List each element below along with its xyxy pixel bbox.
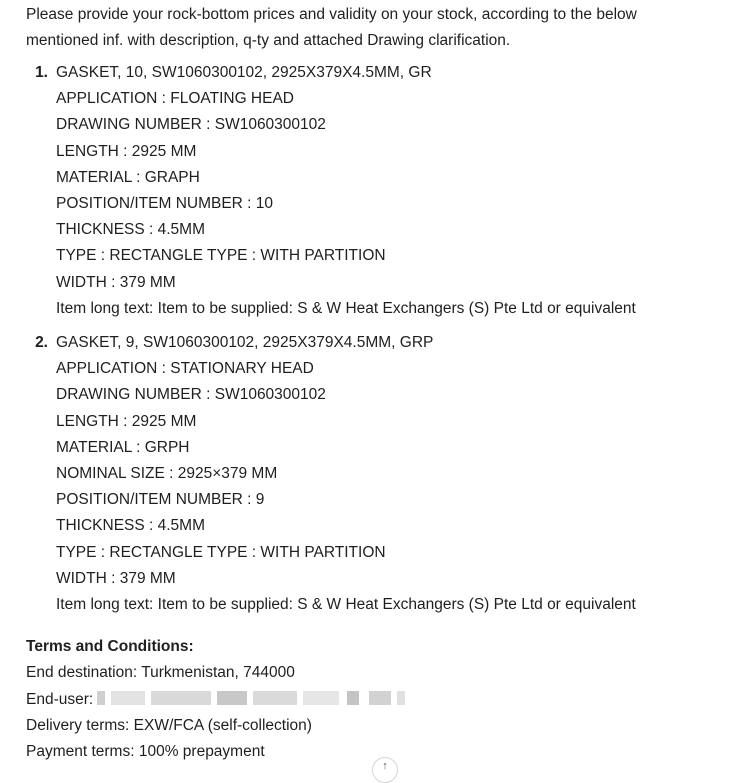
end-destination: End destination: Turkmenistan, 744000 <box>26 664 295 682</box>
item-width: WIDTH : 379 MM <box>56 273 176 291</box>
end-user-row <box>26 687 716 713</box>
scroll-to-top-button[interactable] <box>372 757 398 783</box>
item-long-text: Item long text: Item to be supplied: S & W Heat Exchangers (S) Pte Ltd or equivalent <box>56 299 636 317</box>
redacted-block <box>97 691 407 705</box>
item-material: MATERIAL : GRAPH <box>56 168 200 186</box>
intro-line: Please provide your rock-bottom prices and validity on your stock, according to the below <box>26 6 637 23</box>
item-position: POSITION/ITEM NUMBER : 10 <box>56 194 274 212</box>
payment-terms: Payment terms: 100% prepayment <box>26 743 265 761</box>
end-user-label: End-user: <box>26 690 94 708</box>
item-title: GASKET, 9, SW1060300102, 2925X379X4.5MM, GRP <box>56 334 434 351</box>
terms-heading: Terms and Conditions: <box>26 638 194 655</box>
item-title: GASKET, 10, SW1060300102, 2925X379X4.5MM, GR <box>56 64 432 81</box>
item-width: WIDTH : 379 MM <box>56 569 176 587</box>
item-length: LENGTH : 2925 MM <box>56 412 197 430</box>
intro-paragraph <box>26 2 716 54</box>
item-thickness: THICKNESS : 4.5MM <box>56 517 205 535</box>
item-drawing-number: DRAWING NUMBER : SW1060300102 <box>56 386 326 404</box>
item-drawing-number: DRAWING NUMBER : SW1060300102 <box>56 116 326 134</box>
item-application: APPLICATION : STATIONARY HEAD <box>56 360 314 378</box>
arrow-up-icon: ↑ <box>382 760 388 772</box>
item-material: MATERIAL : GRPH <box>56 438 190 456</box>
item-type: TYPE : RECTANGLE TYPE : WITH PARTITION <box>56 247 386 265</box>
item-position: POSITION/ITEM NUMBER : 9 <box>56 491 265 509</box>
delivery-terms: Delivery terms: EXW/FCA (self-collection) <box>26 716 312 734</box>
item-length: LENGTH : 2925 MM <box>56 142 197 160</box>
item-nominal-size: NOMINAL SIZE : 2925×379 MM <box>56 464 278 482</box>
list-item-number: 2. <box>35 334 48 351</box>
item-type: TYPE : RECTANGLE TYPE : WITH PARTITION <box>56 543 386 561</box>
item-long-text: Item long text: Item to be supplied: S & W Heat Exchangers (S) Pte Ltd or equivalent <box>56 595 636 613</box>
item-application: APPLICATION : FLOATING HEAD <box>56 90 294 108</box>
list-item-number: 1. <box>35 64 48 81</box>
intro-line: mentioned inf. with description, q-ty and attached Drawing clarification. <box>26 32 511 49</box>
item-thickness: THICKNESS : 4.5MM <box>56 221 205 239</box>
terms-section <box>26 634 716 765</box>
